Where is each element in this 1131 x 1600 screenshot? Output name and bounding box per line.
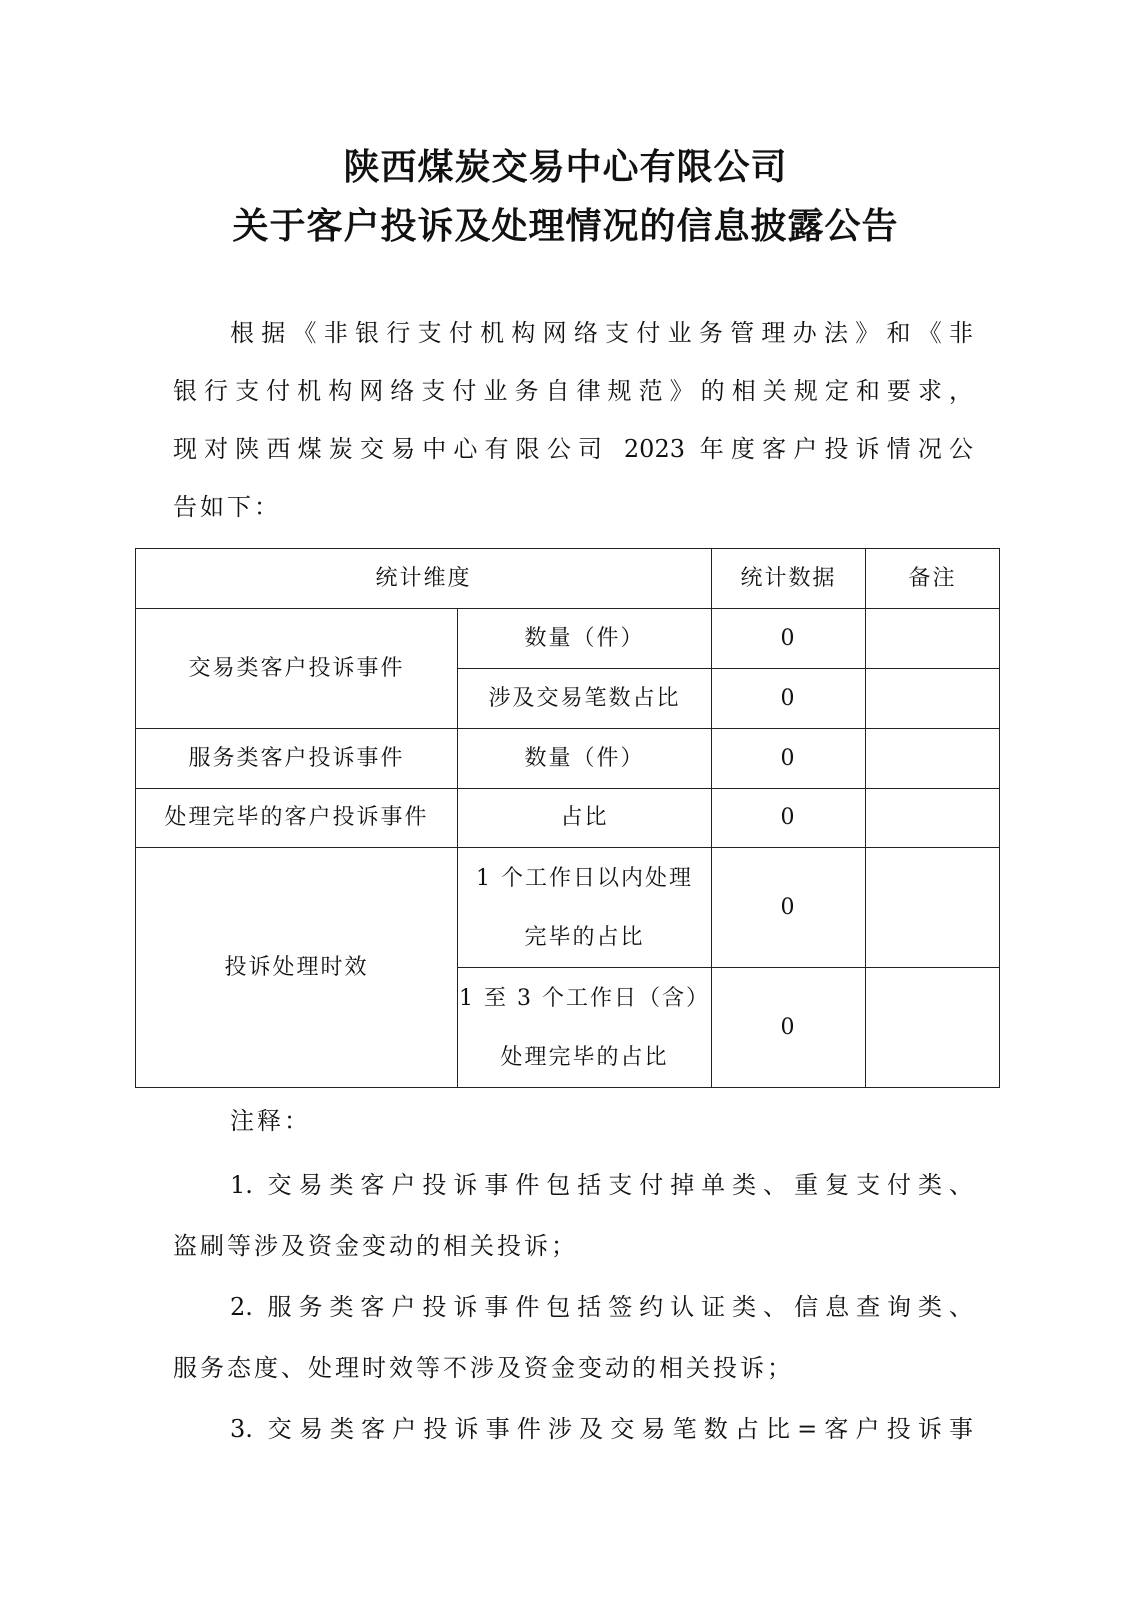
row-value: 0: [712, 789, 866, 848]
row-remark: [866, 848, 1000, 968]
row-remark: [866, 968, 1000, 1088]
row-item: [458, 848, 712, 968]
row-item: 数量（件）: [458, 609, 712, 669]
document-title-line1: 陕西煤炭交易中心有限公司: [343, 147, 788, 188]
row-value: 0: [712, 729, 866, 789]
header-data: 统计数据: [712, 549, 866, 609]
intro-line: 现对陕西煤炭交易中心有限公司 2023 年度客户投诉情况公: [173, 435, 973, 463]
row-remark: [866, 789, 1000, 848]
row-category: 投诉处理时效: [136, 848, 458, 1088]
header-dimension: 统计维度: [136, 549, 712, 609]
table-row: [136, 789, 1000, 848]
row-item: [458, 968, 712, 1088]
row-category: 处理完毕的客户投诉事件: [136, 789, 458, 848]
table-row: [136, 609, 1000, 669]
row-value: 0: [712, 848, 866, 968]
table-header-row: [136, 549, 1000, 609]
row-item-line1: 1 至 3 个工作日（含）: [459, 985, 710, 1011]
row-item-line2: 处理完毕的占比: [500, 1044, 669, 1070]
note-line: 盗刷等涉及资金变动的相关投诉；: [173, 1232, 578, 1260]
header-remark: 备注: [866, 549, 1000, 609]
note-line: 服务态度、处理时效等不涉及资金变动的相关投诉；: [173, 1354, 794, 1382]
row-remark: [866, 729, 1000, 789]
row-category: 交易类客户投诉事件: [136, 609, 458, 729]
row-category: 服务类客户投诉事件: [136, 729, 458, 789]
row-item-line2: 完毕的占比: [524, 924, 645, 950]
note-line: 2. 服务类客户投诉事件包括签约认证类、信息查询类、: [230, 1293, 973, 1321]
row-value: 0: [712, 669, 866, 729]
note-line: 3. 交易类客户投诉事件涉及交易笔数占比=客户投诉事: [230, 1415, 973, 1443]
note-line: 1. 交易类客户投诉事件包括支付掉单类、重复支付类、: [230, 1171, 973, 1199]
intro-line: 银行支付机构网络支付业务自律规范》的相关规定和要求，: [173, 377, 973, 405]
complaint-stats-table: [135, 548, 1000, 1088]
table-row: [136, 848, 1000, 968]
row-value: 0: [712, 609, 866, 669]
intro-line: 告如下：: [173, 493, 281, 521]
document-title-line2: 关于客户投诉及处理情况的信息披露公告: [232, 206, 899, 247]
row-value: 0: [712, 968, 866, 1088]
row-item: 占比: [458, 789, 712, 848]
row-item-line1: 1 个工作日以内处理: [476, 865, 693, 891]
notes-heading: 注释：: [230, 1107, 311, 1135]
row-item: 数量（件）: [458, 729, 712, 789]
intro-line: 根据《非银行支付机构网络支付业务管理办法》和《非: [230, 319, 973, 347]
row-remark: [866, 609, 1000, 669]
row-item: 涉及交易笔数占比: [458, 669, 712, 729]
row-remark: [866, 669, 1000, 729]
table-row: [136, 729, 1000, 789]
